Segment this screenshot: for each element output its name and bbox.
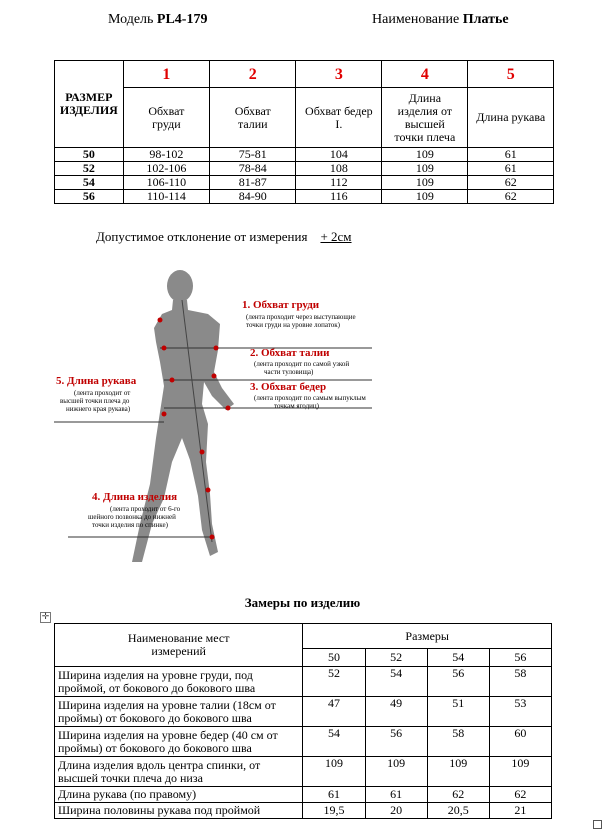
tolerance-text: Допустимое отклонение от измерения	[96, 229, 308, 244]
tolerance-value: + 2см	[320, 229, 352, 244]
measure-value: 47	[303, 697, 365, 727]
table-cell: 109	[382, 148, 468, 162]
label-length-note: шейного позвонка до нижней	[88, 513, 176, 521]
table-cell: 102-106	[123, 162, 209, 176]
table-cell: 104	[296, 148, 382, 162]
measure-table	[54, 623, 552, 819]
measure-value: 20,5	[427, 803, 489, 819]
measure-name: Ширина половины рукава под проймой	[55, 803, 303, 819]
name-value: Платье	[462, 12, 509, 27]
table-row	[55, 667, 552, 697]
measure-value: 54	[365, 667, 427, 697]
size-cell: 52	[55, 162, 124, 176]
measure-name: Длина изделия вдоль центра спинки, от высшей точки плеча до низа	[55, 757, 303, 787]
table-cell: 75-81	[210, 148, 296, 162]
measure-name: Ширина изделия на уровне груди, под проймой, от бокового до бокового шва	[55, 667, 303, 697]
measure-value: 51	[427, 697, 489, 727]
measure-value: 52	[303, 667, 365, 697]
size-cell: 56	[55, 190, 124, 204]
label-sleeve-title: 5. Длина рукава	[56, 375, 137, 387]
table-cell: 61	[468, 162, 554, 176]
name-label: Наименование	[372, 12, 463, 27]
table-cell: 81-87	[210, 176, 296, 190]
label-chest-title: 1. Обхват груди	[242, 299, 320, 311]
measure-name: Ширина изделия на уровне талии (18см от проймы) от бокового до бокового шва	[55, 697, 303, 727]
col-header-chest: Обхват груди	[123, 88, 209, 148]
label-chest-note: (лента проходит через выступающие	[246, 313, 356, 321]
label-waist	[250, 347, 349, 376]
table-cell: 78-84	[210, 162, 296, 176]
measure-value: 109	[303, 757, 365, 787]
table-cell: 109	[382, 162, 468, 176]
label-sleeve-note: (лента проходит от	[74, 389, 131, 397]
size-header: 50	[303, 649, 365, 667]
col-number-2: 2	[210, 61, 296, 88]
measure-value: 54	[303, 727, 365, 757]
measurement-figure	[52, 262, 392, 578]
label-chest	[242, 299, 356, 329]
measure-value: 109	[427, 757, 489, 787]
measure-value: 109	[489, 757, 551, 787]
col-header-length: Длина изделия от высшей точки плеча	[382, 88, 468, 148]
measure-value: 56	[427, 667, 489, 697]
measure-value: 62	[489, 787, 551, 803]
label-sleeve-note: нижнего края рукава)	[66, 405, 131, 413]
table-cell: 108	[296, 162, 382, 176]
table-cell: 98-102	[123, 148, 209, 162]
measure-value: 53	[489, 697, 551, 727]
name-header	[372, 12, 509, 28]
size-header: 52	[365, 649, 427, 667]
label-hips-title: 3. Обхват бедер	[250, 381, 327, 393]
tolerance-note	[96, 229, 352, 245]
table-row	[55, 757, 552, 787]
table-row	[55, 803, 552, 819]
model-header	[108, 12, 207, 28]
measure-value: 49	[365, 697, 427, 727]
measure-sizes-header: Размеры	[303, 624, 552, 649]
measure-name-header-text: Наименование мест измерений	[127, 631, 230, 658]
table-cell: 62	[468, 176, 554, 190]
label-waist-title: 2. Обхват талии	[250, 347, 330, 359]
table-row	[55, 727, 552, 757]
size-cell: 54	[55, 176, 124, 190]
measure-value: 62	[427, 787, 489, 803]
measure-value: 58	[427, 727, 489, 757]
table-cell: 109	[382, 190, 468, 204]
model-label: Модель	[108, 12, 157, 27]
label-hips-note: точкам ягодиц)	[274, 402, 319, 410]
col-number-5: 5	[468, 61, 554, 88]
label-length-note: точки изделия по спинке)	[92, 521, 168, 529]
table-cell: 116	[296, 190, 382, 204]
table-move-handle-icon[interactable]: ✛	[41, 612, 50, 622]
size-header: 56	[489, 649, 551, 667]
table-cell: 109	[382, 176, 468, 190]
label-sleeve	[56, 375, 137, 413]
measure-value: 19,5	[303, 803, 365, 819]
label-sleeve-note: высшей точки плеча до	[60, 397, 130, 405]
col-header-hips: Обхват бедер I.	[296, 88, 382, 148]
measure-value: 109	[365, 757, 427, 787]
measure-name-header	[55, 624, 303, 667]
table-cell: 110-114	[123, 190, 209, 204]
measure-name: Ширина изделия на уровне бедер (40 см от проймы) от бокового до бокового шва	[55, 727, 303, 757]
model-value: PL4-179	[156, 12, 208, 27]
size-header: 54	[427, 649, 489, 667]
col-number-4: 4	[382, 61, 468, 88]
label-hips	[250, 381, 366, 410]
measure-value: 56	[365, 727, 427, 757]
label-waist-note: (лента проходит по самой узкой	[254, 360, 350, 368]
col-number-3: 3	[296, 61, 382, 88]
label-length-note: (лента проходит от 6-го	[110, 505, 181, 513]
measure-value: 61	[303, 787, 365, 803]
table-cell: 61	[468, 148, 554, 162]
measure-value: 61	[365, 787, 427, 803]
col-header-sleeve: Длина рукава	[468, 88, 554, 148]
measure-name: Длина рукава (по правому)	[55, 787, 303, 803]
size-table-corner: РАЗМЕР ИЗДЕЛИЯ	[55, 61, 124, 148]
table-cell: 106-110	[123, 176, 209, 190]
col-header-waist: Обхват талии	[210, 88, 296, 148]
page-corner-mark	[593, 820, 602, 829]
measure-value: 20	[365, 803, 427, 819]
table-cell: 62	[468, 190, 554, 204]
label-chest-note: точки груди на уровне лопаток)	[246, 321, 340, 329]
label-waist-note: части туловища)	[264, 368, 314, 376]
measure-table-title: Замеры по изделию	[244, 595, 361, 610]
table-cell: 84-90	[210, 190, 296, 204]
size-cell: 50	[55, 148, 124, 162]
label-length	[88, 491, 181, 529]
measure-value: 58	[489, 667, 551, 697]
table-cell: 112	[296, 176, 382, 190]
label-hips-note: (лента проходит по самым выпуклым	[254, 394, 366, 402]
size-table	[54, 60, 554, 204]
measure-value: 21	[489, 803, 551, 819]
col-number-1: 1	[123, 61, 209, 88]
table-row	[55, 787, 552, 803]
measure-value: 60	[489, 727, 551, 757]
label-length-title: 4. Длина изделия	[92, 491, 178, 503]
table-row	[55, 697, 552, 727]
